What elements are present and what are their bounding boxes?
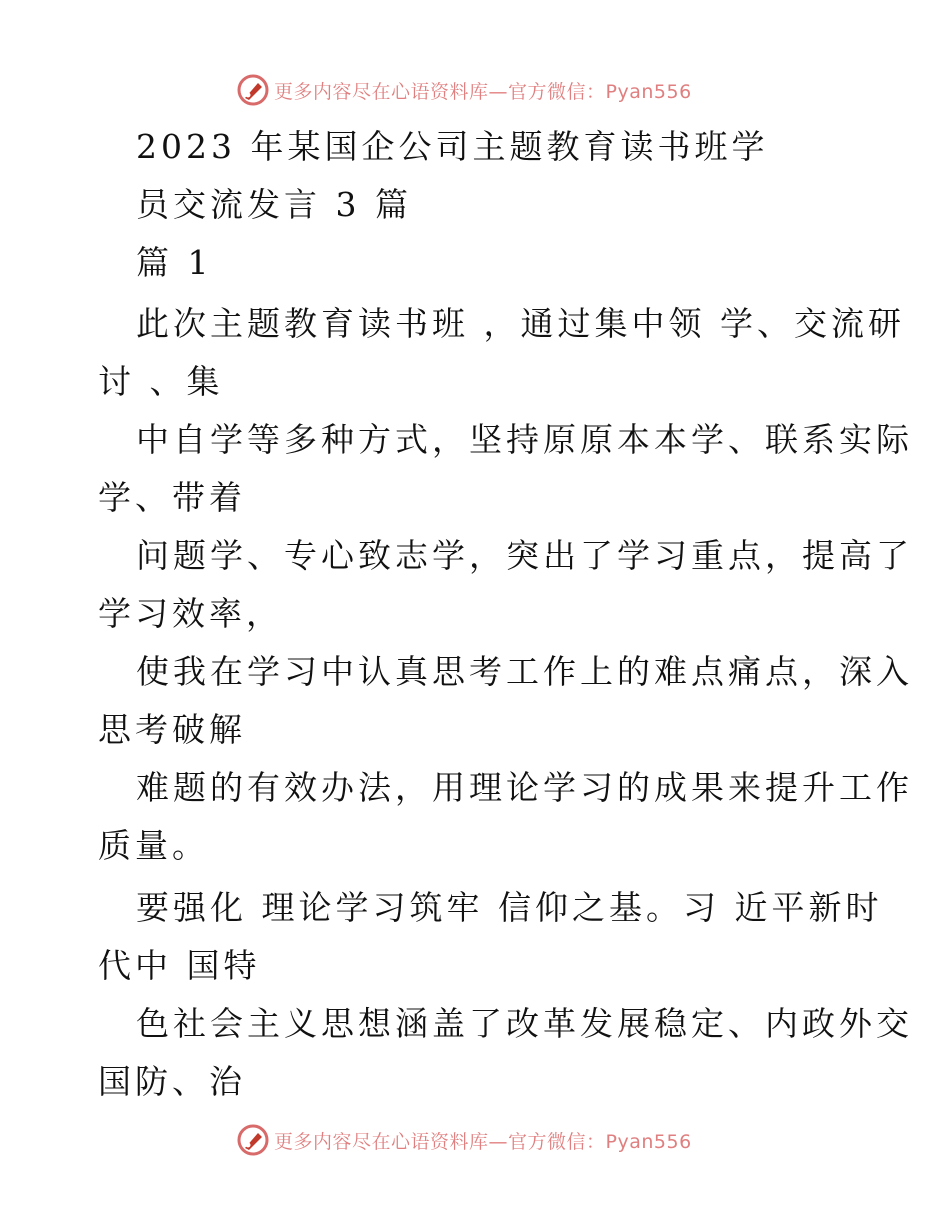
paragraph-line: 色社会主义思想涵盖了改革发展稳定、内政外交: [136, 1004, 913, 1043]
paragraph-line: 国防、治: [98, 1062, 246, 1101]
paragraph-line: 中自学等多种方式，坚持原原本本学、联系实际: [136, 420, 913, 459]
paragraph-line: 使我在学习中认真思考工作上的难点痛点，深入: [136, 652, 913, 691]
paragraph-line: 思考破解: [98, 710, 246, 749]
paragraph-line: 讨 、集: [98, 362, 224, 401]
paragraph-line: 要强化 理论学习筑牢 信仰之基。习 近平新时: [136, 888, 883, 927]
footer-banner: [236, 1122, 716, 1158]
header-banner: [236, 72, 716, 108]
banner-text: 更多内容尽在心语资料库—官方微信：Pyan556: [274, 1130, 692, 1153]
paragraph-line: 代中 国特: [98, 946, 261, 985]
paragraph-line: 学、带着: [98, 478, 246, 517]
document-title-line-1: 2023 年某国企公司主题教育读书班学: [136, 127, 769, 166]
section-heading: 篇 1: [136, 243, 213, 282]
banner-text: 更多内容尽在心语资料库—官方微信：Pyan556: [274, 80, 692, 103]
pen-nib-logo-icon: [236, 1123, 270, 1157]
pen-nib-logo-icon: [236, 73, 270, 107]
paragraph-line: 此次主题教育读书班 ，通过集中领 学、交流研: [136, 304, 905, 343]
paragraph-line: 问题学、专心致志学，突出了学习重点，提高了: [136, 536, 913, 575]
document-title-line-2: 员交流发言 3 篇: [136, 185, 412, 224]
paragraph-line: 学习效率，: [98, 594, 283, 633]
paragraph-line: 难题的有效办法，用理论学习的成果来提升工作: [136, 768, 913, 807]
paragraph-line: 质量。: [98, 826, 209, 865]
